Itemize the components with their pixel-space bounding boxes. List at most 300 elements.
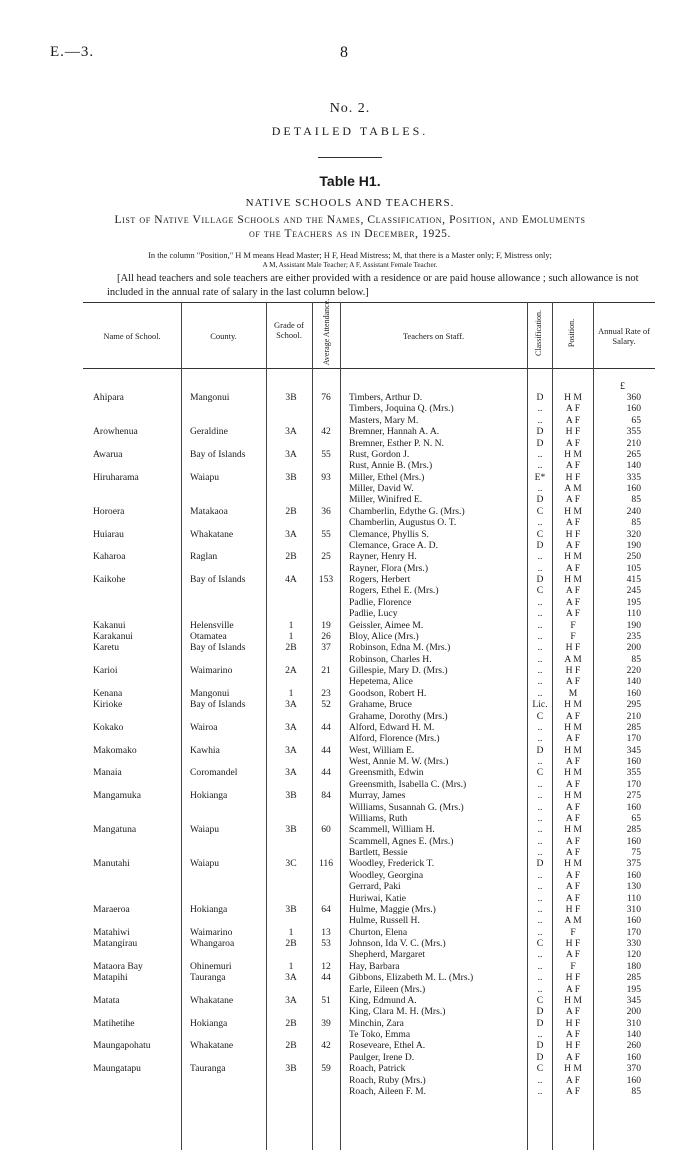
teacher-name-cell: Goodson, Robert H. xyxy=(349,687,427,699)
grade-cell: 2A xyxy=(285,665,297,676)
teacher-name-cell: Robinson, Edna M. (Mrs.) xyxy=(349,642,451,654)
teacher-name-cell: Alford, Edward H. M. xyxy=(349,721,435,733)
school-name-cell: Matapihi xyxy=(93,972,128,984)
position-cell: H F xyxy=(565,972,581,984)
classification-cell: C xyxy=(536,938,544,949)
position-cell: H M xyxy=(564,392,582,403)
table-row xyxy=(83,699,655,710)
table-title-line1: List of Native Village Schools and the Names, Classification, Position, and Emoluments xyxy=(114,214,586,226)
position-cell: H F xyxy=(565,471,581,483)
classification-cell: .. xyxy=(537,972,543,984)
table-row xyxy=(83,893,655,904)
teacher-name-cell: Gibbons, Elizabeth M. L. (Mrs.) xyxy=(349,972,474,984)
school-name-cell: Matahiwi xyxy=(93,926,130,938)
position-cell: A F xyxy=(565,676,581,688)
classification-cell: .. xyxy=(537,835,543,847)
classification-cell: .. xyxy=(537,1074,543,1086)
position-cell: A F xyxy=(565,949,581,961)
table-row xyxy=(83,984,655,995)
table-row xyxy=(83,574,655,585)
county-cell: Whakatane xyxy=(190,994,234,1006)
teacher-name-cell: King, Clara M. H. (Mrs.) xyxy=(349,1006,446,1018)
classification-cell: D xyxy=(536,1006,544,1018)
attendance-cell: 51 xyxy=(321,994,331,1006)
classification-cell: C xyxy=(536,994,544,1006)
position-cell: A F xyxy=(565,892,581,904)
teacher-name-cell: Scammell, William H. xyxy=(349,824,435,836)
classification-cell: .. xyxy=(537,687,543,699)
teacher-name-cell: Miller, David W. xyxy=(349,483,414,494)
grade-cell: 3B xyxy=(285,790,297,802)
teacher-name-cell: Grahame, Dorothy (Mrs.) xyxy=(349,710,448,722)
attendance-cell: 39 xyxy=(321,1017,331,1029)
col-header-salary: Annual Rate of Salary. xyxy=(598,326,650,346)
salary-cell: 195 xyxy=(626,596,641,608)
teacher-name-cell: Roach, Patrick xyxy=(349,1063,406,1075)
table-row xyxy=(83,961,655,972)
position-cell: A F xyxy=(565,1029,581,1040)
grade-cell: 2B xyxy=(285,1017,297,1029)
position-cell: A F xyxy=(565,494,581,506)
col-header-position: Position. xyxy=(567,318,576,348)
classification-cell: D xyxy=(536,1017,544,1029)
table-row xyxy=(83,426,655,437)
salary-cell: 355 xyxy=(626,767,641,779)
attendance-cell: 36 xyxy=(321,505,331,517)
grade-cell: 3A xyxy=(285,744,297,756)
classification-cell: .. xyxy=(537,778,543,790)
county-cell: Tauranga xyxy=(190,972,226,984)
school-name-cell: Mangamuka xyxy=(93,790,141,802)
salary-cell: 285 xyxy=(626,824,641,836)
col-header-school: Name of School. xyxy=(103,331,161,341)
currency-symbol: £ xyxy=(620,381,625,392)
salary-cell: 65 xyxy=(631,812,641,824)
position-legend-line1: In the column "Position," H M means Head Master; H F, Head Mistress; M, that there is a Master only; F, Mistress only; xyxy=(148,251,552,260)
teacher-name-cell: Williams, Susannah G. (Mrs.) xyxy=(349,801,464,813)
teacher-name-cell: Padlie, Lucy xyxy=(349,608,398,620)
classification-cell: D xyxy=(536,1040,544,1052)
table-row xyxy=(83,631,655,642)
col-header-teachers: Teachers on Staff. xyxy=(402,331,465,341)
position-cell: F xyxy=(570,926,576,938)
table-row xyxy=(83,449,655,460)
table-row xyxy=(83,506,655,517)
attendance-cell: 64 xyxy=(321,903,331,915)
county-cell: Whakatane xyxy=(190,1040,234,1052)
grade-cell: 4A xyxy=(285,574,297,585)
position-cell: A F xyxy=(565,983,581,995)
salary-cell: 160 xyxy=(626,756,641,767)
table-row xyxy=(83,756,655,767)
salary-cell: 200 xyxy=(626,1006,641,1018)
grade-cell: 3A xyxy=(285,699,297,711)
teacher-name-cell: Johnson, Ida V. C. (Mrs.) xyxy=(349,938,446,949)
salary-cell: 170 xyxy=(626,778,641,790)
salary-cell: 85 xyxy=(631,494,641,506)
salary-cell: 110 xyxy=(626,892,641,904)
table-row xyxy=(83,1052,655,1063)
county-cell: Geraldine xyxy=(190,426,228,438)
salary-cell: 160 xyxy=(626,687,641,699)
teacher-name-cell: West, Annie M. W. (Mrs.) xyxy=(349,756,449,767)
col-header-classification: Classification. xyxy=(534,310,543,356)
teacher-name-cell: Bremner, Hannah A. A. xyxy=(349,426,440,438)
teacher-name-cell: Roseveare, Ethel A. xyxy=(349,1040,426,1052)
teacher-name-cell: Shepherd, Margaret xyxy=(349,949,426,961)
salary-cell: 260 xyxy=(626,1040,641,1052)
classification-cell: .. xyxy=(537,756,543,767)
table-row xyxy=(83,949,655,960)
position-cell: A F xyxy=(565,585,581,597)
school-name-cell: Makomako xyxy=(93,744,137,756)
position-cell: H F xyxy=(565,426,581,438)
position-cell: A F xyxy=(565,414,581,426)
salary-cell: 415 xyxy=(626,574,641,585)
salary-cell: 140 xyxy=(626,460,641,472)
position-cell: H F xyxy=(565,665,581,676)
classification-cell: .. xyxy=(537,414,543,426)
salary-cell: 285 xyxy=(626,721,641,733)
attendance-cell: 116 xyxy=(318,858,334,870)
position-cell: A F xyxy=(565,1085,581,1097)
attendance-cell: 21 xyxy=(321,665,331,676)
position-cell: A F xyxy=(565,562,581,574)
position-cell: A F xyxy=(565,460,581,472)
classification-cell: D xyxy=(536,437,544,449)
table-body xyxy=(83,392,655,1097)
attendance-cell: 19 xyxy=(321,619,331,631)
salary-cell: 180 xyxy=(626,960,641,972)
school-name-cell: Mangatuna xyxy=(93,824,137,836)
salary-cell: 355 xyxy=(626,426,641,438)
classification-cell: Lic. xyxy=(532,699,548,711)
table-subtitle: NATIVE SCHOOLS AND TEACHERS. xyxy=(245,197,455,209)
attendance-cell: 153 xyxy=(318,574,334,585)
position-cell: H M xyxy=(564,858,582,870)
position-cell: A F xyxy=(565,517,581,529)
school-name-cell: Maungatapu xyxy=(93,1063,141,1075)
classification-cell: .. xyxy=(537,926,543,938)
table-row xyxy=(83,733,655,744)
county-cell: Waiapu xyxy=(190,858,220,870)
table-row xyxy=(83,665,655,676)
teacher-name-cell: Masters, Mary M. xyxy=(349,414,419,426)
county-cell: Raglan xyxy=(190,551,218,563)
table-row xyxy=(83,688,655,699)
position-cell: H F xyxy=(565,1040,581,1052)
table-row xyxy=(83,790,655,801)
position-cell: H F xyxy=(565,903,581,915)
position-cell: A F xyxy=(565,710,581,722)
table-row xyxy=(83,585,655,596)
teacher-name-cell: Alford, Florence (Mrs.) xyxy=(349,733,440,745)
classification-cell: .. xyxy=(537,881,543,893)
position-cell: H M xyxy=(564,699,582,711)
attendance-cell: 59 xyxy=(321,1063,331,1075)
county-cell: Mangonui xyxy=(190,687,230,699)
salary-cell: 200 xyxy=(626,642,641,654)
grade-cell: 3A xyxy=(285,767,297,779)
table-row xyxy=(83,927,655,938)
salary-cell: 190 xyxy=(626,539,641,551)
grade-cell: 2B xyxy=(285,505,297,517)
position-cell: H M xyxy=(564,448,582,460)
grade-cell: 2B xyxy=(285,938,297,949)
salary-cell: 160 xyxy=(626,801,641,813)
teacher-name-cell: Williams, Ruth xyxy=(349,812,408,824)
teacher-name-cell: Robinson, Charles H. xyxy=(349,653,432,665)
table-row xyxy=(83,494,655,505)
teacher-name-cell: Roach, Aileen F. M. xyxy=(349,1085,427,1097)
teacher-name-cell: Clemance, Grace A. D. xyxy=(349,539,438,551)
position-cell: H F xyxy=(565,938,581,949)
table-row xyxy=(83,836,655,847)
school-name-cell: Awarua xyxy=(93,448,123,460)
position-cell: A F xyxy=(565,812,581,824)
table-row xyxy=(83,813,655,824)
page-number: 8 xyxy=(340,44,348,61)
grade-cell: 3A xyxy=(285,972,297,984)
salary-cell: 210 xyxy=(626,437,641,449)
teacher-name-cell: Roach, Ruby (Mrs.) xyxy=(349,1074,426,1086)
classification-cell: .. xyxy=(537,721,543,733)
grade-cell: 1 xyxy=(288,630,294,642)
classification-cell: .. xyxy=(537,642,543,654)
position-cell: A F xyxy=(565,608,581,620)
salary-cell: 310 xyxy=(626,1017,641,1029)
county-cell: Wairoa xyxy=(190,721,218,733)
col-header-grade: Grade of School. xyxy=(274,320,304,340)
attendance-cell: 42 xyxy=(321,1040,331,1052)
school-name-cell: Arowhenua xyxy=(93,426,138,438)
salary-cell: 235 xyxy=(626,630,641,642)
teacher-name-cell: Woodley, Frederick T. xyxy=(349,858,435,870)
county-cell: Bay of Islands xyxy=(190,699,246,711)
school-name-cell: Manaia xyxy=(93,767,122,779)
county-cell: Otamatea xyxy=(190,630,227,642)
county-cell: Hokianga xyxy=(190,903,228,915)
salary-cell: 160 xyxy=(626,915,641,927)
teacher-name-cell: Greensmith, Isabella C. (Mrs.) xyxy=(349,778,467,790)
salary-cell: 320 xyxy=(626,528,641,540)
teacher-name-cell: Murray, James xyxy=(349,790,406,802)
table-row xyxy=(83,472,655,483)
teacher-name-cell: Timbers, Arthur D. xyxy=(349,392,423,403)
salary-cell: 250 xyxy=(626,551,641,563)
classification-cell: .. xyxy=(537,665,543,676)
teacher-name-cell: Bartlett, Bessie xyxy=(349,847,408,858)
table-row xyxy=(83,858,655,869)
attendance-cell: 44 xyxy=(321,744,331,756)
position-cell: A F xyxy=(565,801,581,813)
position-cell: F xyxy=(570,960,576,972)
school-name-cell: Matata xyxy=(93,994,120,1006)
position-cell: H M xyxy=(564,824,582,836)
teacher-name-cell: Gillespie, Mary D. (Mrs.) xyxy=(349,665,448,676)
school-name-cell: Matihetihe xyxy=(93,1017,135,1029)
position-cell: A F xyxy=(565,1006,581,1018)
teacher-name-cell: Scammell, Agnes E. (Mrs.) xyxy=(349,835,454,847)
attendance-cell: 53 xyxy=(321,938,331,949)
table-row xyxy=(83,1018,655,1029)
salary-cell: 245 xyxy=(626,585,641,597)
grade-cell: 3B xyxy=(285,1063,297,1075)
classification-cell: .. xyxy=(537,596,543,608)
classification-cell: D xyxy=(536,426,544,438)
table-row xyxy=(83,972,655,983)
county-cell: Coromandel xyxy=(190,767,238,779)
table-row xyxy=(83,1006,655,1017)
grade-cell: 1 xyxy=(288,926,294,938)
classification-cell: .. xyxy=(537,653,543,665)
classification-cell: C xyxy=(536,767,544,779)
grade-cell: 3B xyxy=(285,824,297,836)
position-cell: H M xyxy=(564,994,582,1006)
table-row xyxy=(83,824,655,835)
table-row xyxy=(83,938,655,949)
classification-cell: .. xyxy=(537,1029,543,1040)
county-cell: Helensville xyxy=(190,619,234,631)
county-cell: Tauranga xyxy=(190,1063,226,1075)
salary-cell: 335 xyxy=(626,471,641,483)
salary-cell: 160 xyxy=(626,835,641,847)
teacher-name-cell: Rayner, Henry H. xyxy=(349,551,417,563)
salary-cell: 310 xyxy=(626,903,641,915)
classification-cell: .. xyxy=(537,949,543,961)
teacher-name-cell: Miller, Ethel (Mrs.) xyxy=(349,471,425,483)
grade-cell: 1 xyxy=(288,619,294,631)
school-name-cell: Kaikohe xyxy=(93,574,126,585)
teacher-name-cell: Clemance, Phyllis S. xyxy=(349,528,429,540)
teacher-name-cell: Paulger, Irene D. xyxy=(349,1051,415,1063)
teacher-name-cell: Grahame, Bruce xyxy=(349,699,412,711)
classification-cell: .. xyxy=(537,790,543,802)
salary-cell: 140 xyxy=(626,676,641,688)
classification-cell: .. xyxy=(537,676,543,688)
grade-cell: 2B xyxy=(285,551,297,563)
table-title-line2: of the Teachers as in December, 1925. xyxy=(249,228,451,240)
salary-cell: 330 xyxy=(626,938,641,949)
salary-cell: 140 xyxy=(626,1029,641,1040)
table-row xyxy=(83,551,655,562)
table-row xyxy=(83,483,655,494)
section-number: No. 2. xyxy=(329,101,371,116)
table-row xyxy=(83,460,655,471)
table-row xyxy=(83,904,655,915)
classification-cell: D xyxy=(536,858,544,870)
school-name-cell: Kirioke xyxy=(93,699,123,711)
classification-cell: C xyxy=(536,528,544,540)
position-cell: A M xyxy=(564,483,582,494)
salary-cell: 65 xyxy=(631,414,641,426)
classification-cell: D xyxy=(536,744,544,756)
position-cell: F xyxy=(570,630,576,642)
position-cell: H M xyxy=(564,574,582,585)
table-row xyxy=(83,654,655,665)
school-name-cell: Huiarau xyxy=(93,528,124,540)
salary-cell: 295 xyxy=(626,699,641,711)
position-cell: A F xyxy=(565,1074,581,1086)
teacher-name-cell: Rust, Annie B. (Mrs.) xyxy=(349,460,433,472)
teacher-name-cell: Greensmith, Edwin xyxy=(349,767,424,779)
position-cell: A F xyxy=(565,1051,581,1063)
grade-cell: 3B xyxy=(285,392,297,403)
table-row xyxy=(83,1029,655,1040)
table-row xyxy=(83,1075,655,1086)
position-cell: A F xyxy=(565,756,581,767)
classification-cell: D xyxy=(536,494,544,506)
position-cell: H F xyxy=(565,642,581,654)
position-cell: H F xyxy=(565,1017,581,1029)
classification-cell: .. xyxy=(537,847,543,858)
table-row xyxy=(83,392,655,403)
grade-cell: 3A xyxy=(285,448,297,460)
school-name-cell: Matangirau xyxy=(93,938,138,949)
county-cell: Matakaoa xyxy=(190,505,228,517)
salary-cell: 360 xyxy=(626,392,641,403)
position-cell: H M xyxy=(564,744,582,756)
position-cell: H M xyxy=(564,721,582,733)
salary-cell: 345 xyxy=(626,994,641,1006)
school-name-cell: Karioi xyxy=(93,665,118,676)
attendance-cell: 93 xyxy=(321,471,331,483)
salary-cell: 370 xyxy=(626,1063,641,1075)
school-name-cell: Horoera xyxy=(93,505,125,517)
salary-cell: 190 xyxy=(626,619,641,631)
position-cell: A F xyxy=(565,596,581,608)
classification-cell: .. xyxy=(537,551,543,563)
salary-cell: 160 xyxy=(626,403,641,415)
attendance-cell: 42 xyxy=(321,426,331,438)
salary-cell: 195 xyxy=(626,983,641,995)
table-row xyxy=(83,620,655,631)
position-cell: H M xyxy=(564,551,582,563)
table-id: Table H1. xyxy=(319,173,381,189)
teacher-name-cell: West, William E. xyxy=(349,744,415,756)
school-name-cell: Kenana xyxy=(93,687,123,699)
county-cell: Bay of Islands xyxy=(190,642,246,654)
table-row xyxy=(83,540,655,551)
position-legend-line2: A M, Assistant Male Teacher; A F, Assistant Female Teacher. xyxy=(262,261,438,269)
teacher-name-cell: Hulme, Maggie (Mrs.) xyxy=(349,903,436,915)
position-cell: A F xyxy=(565,869,581,881)
col-header-attendance: Average Attendance. xyxy=(322,298,331,366)
teacher-name-cell: Bloy, Alice (Mrs.) xyxy=(349,630,419,642)
classification-cell: .. xyxy=(537,801,543,813)
salary-cell: 105 xyxy=(626,562,641,574)
classification-cell: .. xyxy=(537,448,543,460)
table-row xyxy=(83,563,655,574)
salary-cell: 275 xyxy=(626,790,641,802)
salary-cell: 160 xyxy=(626,1074,641,1086)
salary-cell: 160 xyxy=(626,1051,641,1063)
county-cell: Hokianga xyxy=(190,1017,228,1029)
classification-cell: .. xyxy=(537,517,543,529)
grade-cell: 2B xyxy=(285,642,297,654)
teacher-name-cell: Padlie, Florence xyxy=(349,596,412,608)
classification-cell: C xyxy=(536,585,544,597)
table-row xyxy=(83,722,655,733)
classification-cell: .. xyxy=(537,915,543,927)
attendance-cell: 44 xyxy=(321,767,331,779)
salary-cell: 75 xyxy=(631,847,641,858)
position-cell: A F xyxy=(565,835,581,847)
classification-cell: .. xyxy=(537,608,543,620)
section-title: DETAILED TABLES. xyxy=(271,124,429,138)
teacher-name-cell: Miller, Winifred E. xyxy=(349,494,423,506)
classification-cell: D xyxy=(536,539,544,551)
